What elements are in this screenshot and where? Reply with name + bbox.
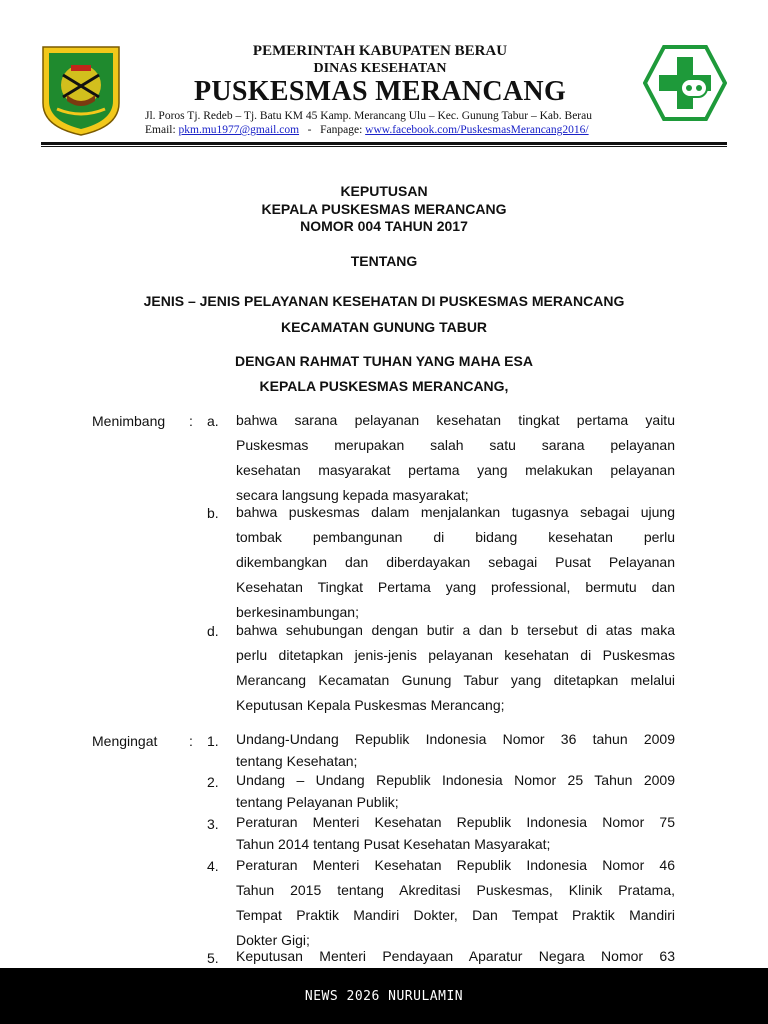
fanpage-label: Fanpage: bbox=[320, 124, 363, 136]
text-line: secara langsung kepada masyarakat; bbox=[236, 487, 469, 503]
letterhead-title: PUSKESMAS MERANCANG bbox=[193, 76, 567, 107]
text-line: Merancang Kecamatan Gunung Tabur yang ditetapkan melalui bbox=[236, 672, 675, 688]
letterhead-divider-thick bbox=[41, 142, 727, 145]
berau-emblem-icon bbox=[41, 45, 121, 137]
fanpage-link[interactable]: www.facebook.com/PuskesmasMerancang2016/ bbox=[365, 124, 589, 136]
text-line: bahwa puskesmas dalam menjalankan tugasnya sebagai ujung bbox=[236, 504, 675, 520]
subject-line-1: JENIS – JENIS PELAYANAN KESEHATAN DI PUSKESMAS MERANCANG bbox=[143, 293, 625, 309]
doc-type: KEPUTUSAN bbox=[340, 183, 428, 199]
footer-watermark: NEWS 2026 NURULAMIN bbox=[304, 989, 464, 1004]
letterhead-divider-thin bbox=[41, 146, 727, 147]
text-line: perlu ditetapkan jenis-jenis pelayanan kesehatan di Puskesmas bbox=[236, 647, 675, 663]
text-line: tentang Pelayanan Publik; bbox=[236, 794, 399, 810]
text-line: Kesehatan Tingkat Pertama yang professional, bermutu dan bbox=[236, 579, 675, 595]
text-line: Tahun 2014 tentang Pusat Kesehatan Masyarakat; bbox=[236, 836, 551, 852]
text-line: Tempat Praktik Mandiri Dokter, Dan Tempat Praktik Mandiri bbox=[236, 907, 675, 923]
preamble-line-2: KEPALA PUSKESMAS MERANCANG, bbox=[259, 378, 509, 394]
mengingat-marker-4: 4. bbox=[207, 858, 219, 874]
menimbang-item-b bbox=[236, 500, 675, 625]
preamble-line-1: DENGAN RAHMAT TUHAN YANG MAHA ESA bbox=[235, 353, 533, 369]
mengingat-item-3 bbox=[236, 811, 675, 855]
mengingat-item-1 bbox=[236, 728, 675, 772]
mengingat-marker-5: 5. bbox=[207, 950, 219, 966]
text-line: Undang-Undang Republik Indonesia Nomor 36 tahun 2009 bbox=[236, 731, 675, 747]
letterhead bbox=[0, 0, 768, 150]
text-line: Tahun 2015 tentang Akreditasi Puskesmas, Klinik Pratama, bbox=[236, 882, 675, 898]
decree-number: NOMOR 004 TAHUN 2017 bbox=[300, 218, 468, 234]
menimbang-colon: : bbox=[189, 413, 193, 429]
text-line: dikembangkan dan diberdayakan sebagai Pusat Pelayanan bbox=[236, 554, 675, 570]
mengingat-item-5 bbox=[236, 945, 675, 967]
text-line: Undang – Undang Republik Indonesia Nomor 25 Tahun 2009 bbox=[236, 772, 675, 788]
text-line: Keputusan Kepala Puskesmas Merancang; bbox=[236, 697, 505, 713]
issuer: KEPALA PUSKESMAS MERANCANG bbox=[261, 201, 507, 217]
text-line: Keputusan Menteri Pendayaan Aparatur Negara Nomor 63 bbox=[236, 948, 675, 964]
mengingat-marker-3: 3. bbox=[207, 816, 219, 832]
email-label: Email: bbox=[145, 124, 176, 136]
mengingat-label: Mengingat bbox=[92, 733, 158, 749]
letterhead-contact bbox=[145, 124, 589, 136]
mengingat-colon: : bbox=[189, 733, 193, 749]
text-line: Dokter Gigi; bbox=[236, 932, 310, 948]
text-line: tentang Kesehatan; bbox=[236, 753, 358, 769]
menimbang-marker-d: d. bbox=[207, 623, 219, 639]
email-link[interactable]: pkm.mu1977@gmail.com bbox=[178, 124, 300, 136]
text-line: bahwa sarana pelayanan kesehatan tingkat pertama yaitu bbox=[236, 412, 675, 428]
menimbang-marker-a: a. bbox=[207, 413, 219, 429]
contact-separator: - bbox=[307, 124, 312, 136]
tentang-heading: TENTANG bbox=[350, 253, 418, 269]
mengingat-item-2 bbox=[236, 769, 675, 813]
text-line: kesehatan masyarakat pertama yang melakukan pelayanan bbox=[236, 462, 675, 478]
menimbang-item-d bbox=[236, 618, 675, 718]
text-line: berkesinambungan; bbox=[236, 604, 359, 620]
puskesmas-cross-icon bbox=[643, 45, 727, 121]
mengingat-marker-2: 2. bbox=[207, 774, 219, 790]
subject-line-2: KECAMATAN GUNUNG TABUR bbox=[280, 319, 488, 335]
text-line: tombak pembangunan di bidang kesehatan perlu bbox=[236, 529, 675, 545]
mengingat-item-4 bbox=[236, 853, 675, 953]
text-line: Puskesmas merupakan salah satu sarana pelayanan bbox=[236, 437, 675, 453]
letterhead-address: Jl. Poros Tj. Redeb – Tj. Batu KM 45 Kamp. Merancang Ulu – Kec. Gunung Tabur – Kab. Berau bbox=[145, 110, 592, 122]
letterhead-government: PEMERINTAH KABUPATEN BERAU bbox=[252, 43, 508, 59]
letterhead-department: DINAS KESEHATAN bbox=[313, 61, 447, 76]
mengingat-marker-1: 1. bbox=[207, 733, 219, 749]
text-line: bahwa sehubungan dengan butir a dan b tersebut di atas maka bbox=[236, 622, 675, 638]
menimbang-marker-b: b. bbox=[207, 505, 219, 521]
text-line: Peraturan Menteri Kesehatan Republik Indonesia Nomor 75 bbox=[236, 814, 675, 830]
menimbang-item-a bbox=[236, 408, 675, 508]
text-line: Peraturan Menteri Kesehatan Republik Indonesia Nomor 46 bbox=[236, 857, 675, 873]
menimbang-label: Menimbang bbox=[92, 413, 166, 429]
